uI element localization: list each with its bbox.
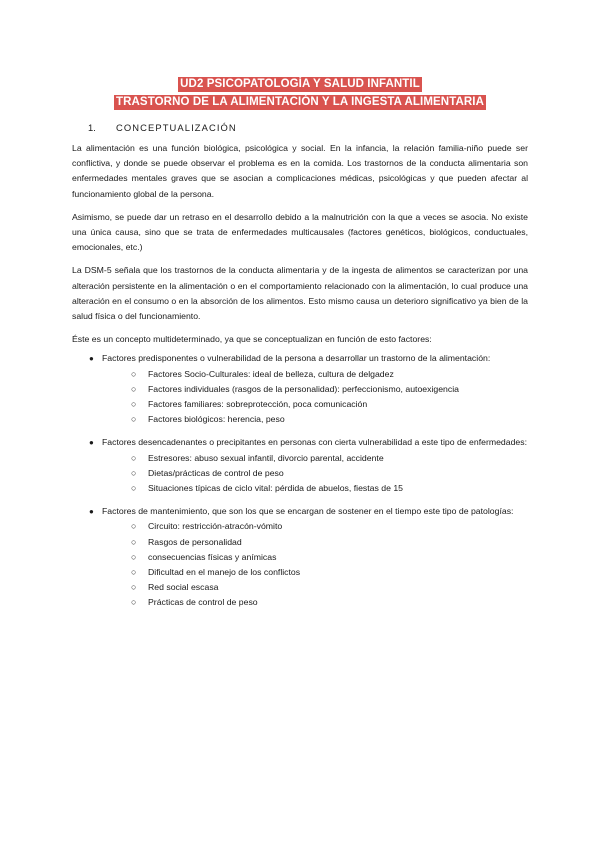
list-item-text: Rasgos de personalidad [148, 536, 242, 547]
circle-bullet-icon: ○ [131, 536, 137, 547]
list-item-text: consecuencias físicas y anímicas [148, 551, 277, 562]
circle-bullet-icon: ○ [131, 452, 137, 463]
circle-bullet-icon: ○ [131, 582, 137, 593]
factor-text: Factores predisponentes o vulnerabilidad de la persona a desarrollar un trastorno de la alimentación: [102, 353, 491, 364]
list-item [102, 412, 528, 427]
list-item-text: Dificultad en el manejo de los conflictos [148, 567, 301, 578]
factor-list [72, 351, 528, 610]
list-item [102, 382, 528, 397]
circle-bullet-icon: ○ [131, 399, 137, 410]
factor-predisponentes [72, 351, 528, 427]
list-item-text: Factores individuales (rasgos de la personalidad): perfeccionismo, autoexigencia [148, 383, 459, 394]
list-item-text: Dietas/prácticas de control de peso [148, 467, 284, 478]
circle-bullet-icon: ○ [131, 567, 137, 578]
factor-mantenimiento [72, 504, 528, 610]
list-item [102, 481, 528, 496]
circle-bullet-icon: ○ [131, 467, 137, 478]
list-item [102, 565, 528, 580]
bullet-icon: ● [89, 354, 94, 364]
circle-bullet-icon: ○ [131, 383, 137, 394]
list-item [102, 451, 528, 466]
list-item-text: Red social escasa [148, 582, 219, 593]
document-body [72, 141, 528, 619]
list-item [102, 367, 528, 382]
list-item [102, 466, 528, 481]
list-item-text: Factores Socio-Culturales: ideal de belleza, cultura de delgadez [148, 368, 394, 379]
circle-bullet-icon: ○ [131, 597, 137, 608]
subfactor-list [102, 367, 528, 428]
list-item-text: Circuito: restricción-atracón-vómito [148, 521, 283, 532]
circle-bullet-icon: ○ [131, 368, 137, 379]
subfactor-list [102, 451, 528, 497]
circle-bullet-icon: ○ [131, 551, 137, 562]
section-title: CONCEPTUALIZACIÓN [116, 122, 237, 133]
subfactor-list [102, 519, 528, 610]
section-number: 1. [88, 122, 96, 133]
document-title [0, 74, 600, 110]
circle-bullet-icon: ○ [131, 483, 137, 494]
list-item [102, 595, 528, 610]
bullet-icon: ● [89, 507, 94, 517]
bullet-icon: ● [89, 438, 94, 448]
list-item [102, 580, 528, 595]
list-item [102, 535, 528, 550]
list-item [102, 397, 528, 412]
title-line-1: UD2 PSICOPATOLOGÍA Y SALUD INFANTIL [180, 78, 420, 90]
list-item-text: Factores biológicos: herencia, peso [148, 414, 285, 425]
section-heading [88, 122, 237, 133]
list-item [102, 550, 528, 565]
paragraph: Éste es un concepto multideterminado, ya que se conceptualizan en función de esto factores: [72, 334, 432, 345]
factor-text: Factores desencadenantes o precipitantes en personas con cierta vulnerabilidad a este tipo de enfermedades: [102, 437, 527, 448]
paragraph: La alimentación es una función biológica, psicológica y social. En la infancia, la relación familia-niño puede ser conflictiva, y donde se puede observar el problema es en la comida. Los trastornos de la conducta alimentaria son enfermedades mentales graves que se asocian a complicaciones médicas, psicológicas y que pueden afectar al funcionamiento global de la persona. [72, 143, 528, 199]
list-item [102, 519, 528, 534]
factor-text: Factores de mantenimiento, que son los que se encargan de sostener en el tiempo este tipo de patologías: [102, 506, 514, 517]
paragraph: Asimismo, se puede dar un retraso en el desarrollo debido a la malnutrición con la que a veces se asocia. No existe una única causa, sino que se trata de enfermedades multicausales (factores genéticos, biológicos, conductuales, emocionales, etc.) [72, 211, 528, 253]
circle-bullet-icon: ○ [131, 414, 137, 425]
list-item-text: Factores familiares: sobreprotección, poca comunicación [148, 399, 368, 410]
title-line-2: TRASTORNO DE LA ALIMENTACIÓN Y LA INGESTA ALIMENTARIA [116, 96, 484, 108]
list-item-text: Prácticas de control de peso [148, 597, 258, 608]
list-item-text: Situaciones típicas de ciclo vital: pérdida de abuelos, fiestas de 15 [148, 483, 403, 494]
paragraph: La DSM-5 señala que los trastornos de la conducta alimentaria y de la ingesta de alimentos se caracterizan por una alteración persistente en la alimentación o en el comportamiento relacionado con la alimentación, lo cual produce una alteración en el consumo o en la absorción de los alimentos. Esto mismo causa un deterioro significativo ya bien de la salud física o del funcionamiento. [72, 265, 528, 322]
factor-desencadenantes [72, 435, 528, 496]
list-item-text: Estresores: abuso sexual infantil, divorcio parental, accidente [148, 452, 384, 463]
circle-bullet-icon: ○ [131, 521, 137, 532]
